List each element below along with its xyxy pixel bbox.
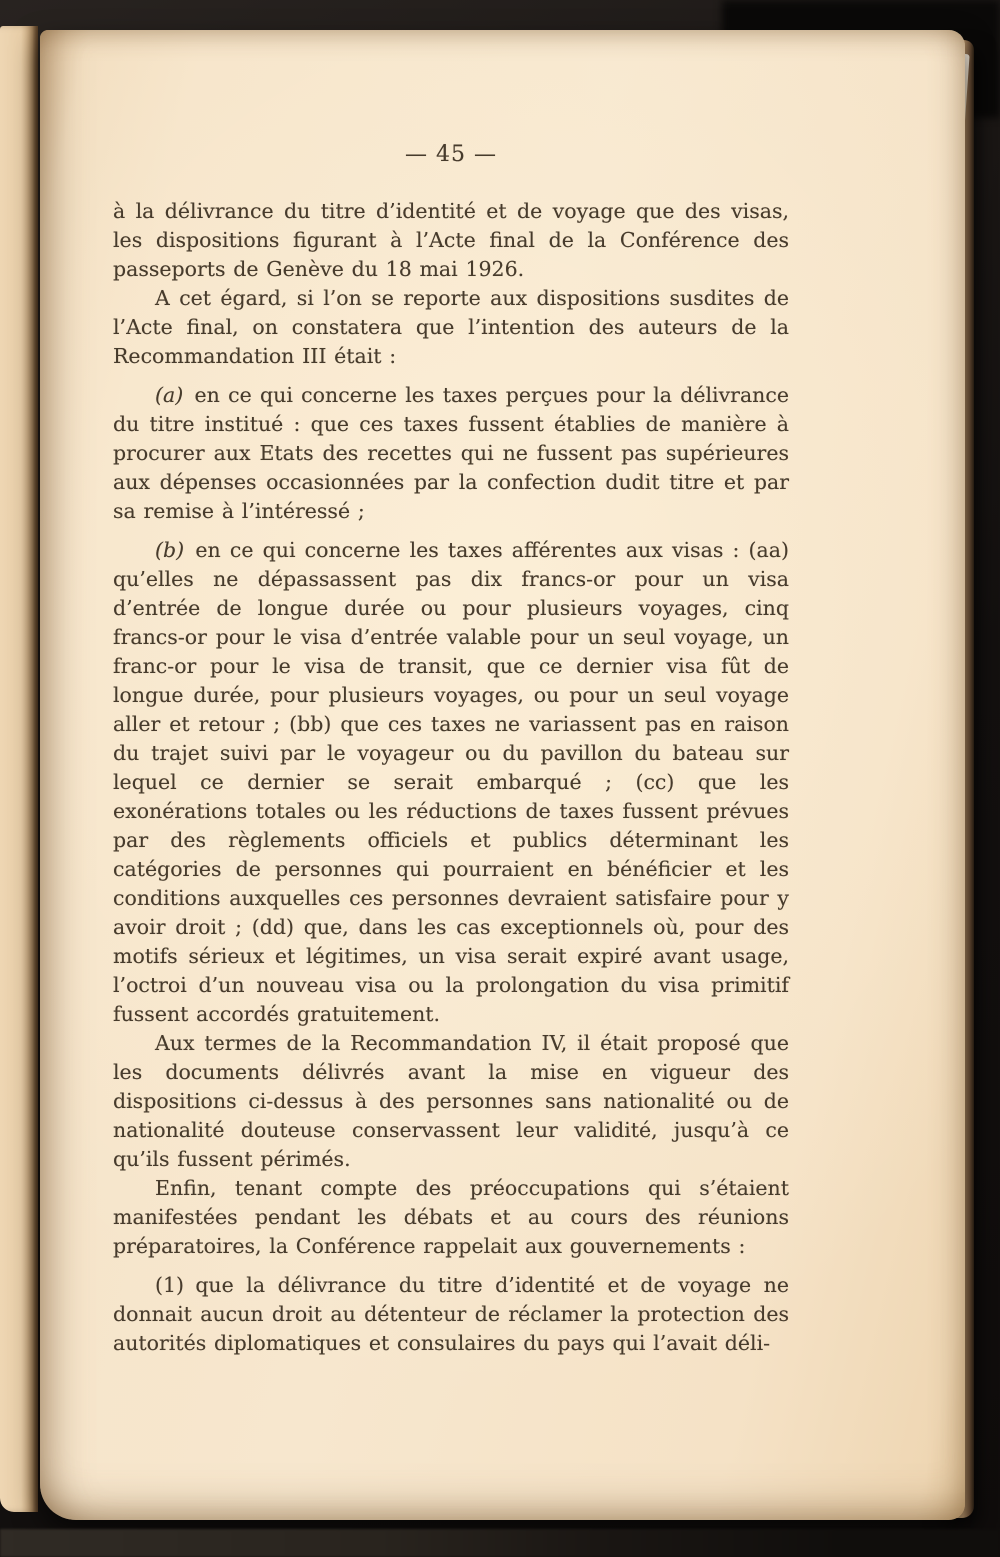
table-surface	[0, 1529, 1000, 1557]
paragraph	[113, 1271, 789, 1358]
paragraph	[113, 1029, 789, 1174]
book-page	[40, 30, 965, 1520]
paragraph-text: Enfin, tenant compte des préoccupations qui s’étaient manifestées pendant les débats et au cours des réunions préparatoires, la Conférence rappelait aux gouvernements :	[113, 1176, 789, 1258]
paragraph-marker: (a)	[155, 383, 184, 407]
page-number: — 45 —	[405, 142, 497, 167]
paragraph	[113, 1174, 789, 1261]
paragraph	[113, 284, 789, 371]
paragraph-text: Aux termes de la Recommandation IV, il était proposé que les documents délivrés avant la mise en vigueur des dispositions ci-dessus à des personnes sans nationalité ou de nationalité douteuse conservassent leur validité, jusqu’à ce qu’ils fussent périmés.	[113, 1031, 789, 1171]
paragraph-text: en ce qui concerne les taxes perçues pour la délivrance du titre institué : que ces taxes fussent établies de manière à procurer aux Etats des recettes qui ne fussent pas supérieures aux dépenses occasionnées par la confection dudit titre et par sa remise à l’intéressé ;	[113, 383, 789, 523]
paragraph	[113, 197, 789, 284]
paragraph-marker: (1)	[155, 1273, 185, 1297]
paragraph-text: A cet égard, si l’on se reporte aux dispositions susdites de l’Acte final, on constatera que l’intention des auteurs de la Recommandation III était :	[113, 286, 789, 368]
paragraph-marker: (b)	[155, 538, 185, 562]
paragraph	[113, 536, 789, 1029]
paragraph	[113, 381, 789, 526]
facing-page-edge	[0, 26, 38, 1512]
page-text	[113, 140, 789, 1358]
paragraph-text: en ce qui concerne les taxes afférentes aux visas : (aa) qu’elles ne dépassassent pas dix francs-or pour un visa d’entrée de longue durée ou pour plusieurs voyages, cinq francs-or pour le visa d’entrée valable pour un seul voyage, un franc-or pour le visa de transit, que ce dernier visa fût de longue durée, pour plusieurs voyages, ou pour un seul voyage aller et retour ; (bb) que ces taxes ne variassent pas en raison du trajet suivi par le voyageur ou du pavillon du bateau sur lequel ce dernier se serait embarqué ; (cc) que les exonérations totales ou les réductions de taxes fussent prévues par des règlements officiels et publics déterminant les catégories de personnes qui pourraient en bénéficier et les conditions auxquelles ces personnes devraient satisfaire pour y avoir droit ; (dd) que, dans les cas exceptionnels où, pour des motifs sérieux et légitimes, un visa serait expiré avant usage, l’octroi d’un nouveau visa ou la prolongation du visa primitif fussent accordés gratuitement.	[113, 538, 789, 1026]
paragraph-text: à la délivrance du titre d’identité et de voyage que des visas, les dispositions figurant à l’Acte final de la Conférence des passeports de Genève du 18 mai 1926.	[113, 199, 789, 281]
paragraph-text: que la délivrance du titre d’identité et de voyage ne donnait aucun droit au détenteur de réclamer la protection des autorités diplomatiques et consulaires du pays qui l’avait déli-	[113, 1273, 789, 1355]
